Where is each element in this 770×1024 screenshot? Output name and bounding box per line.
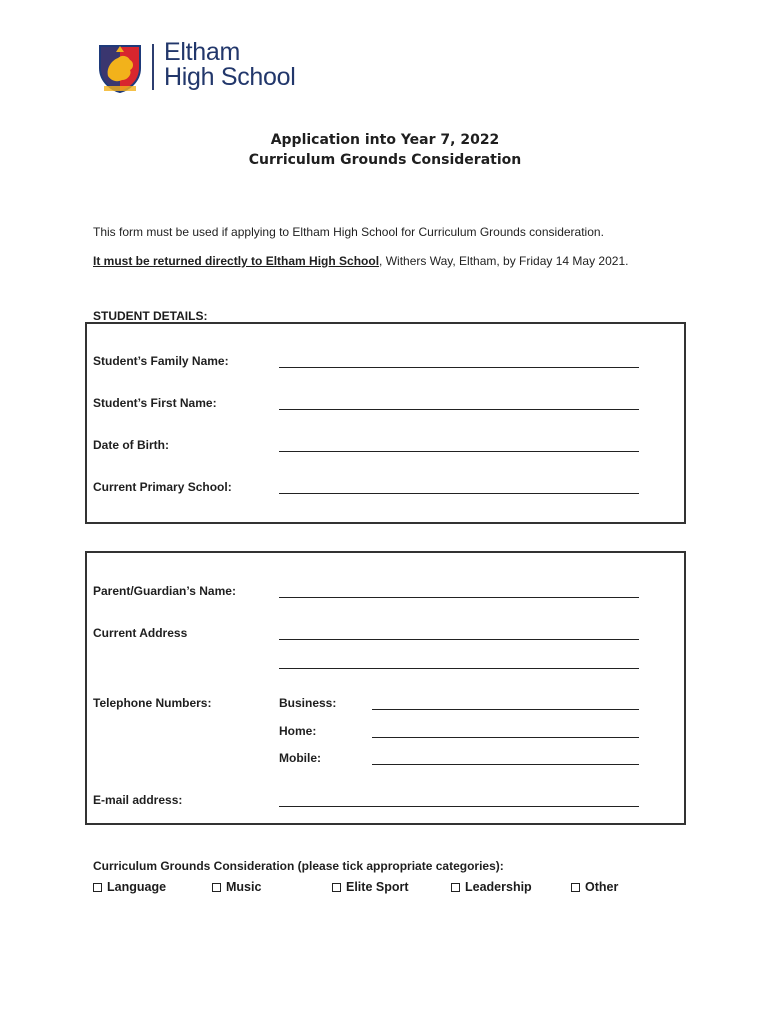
option-other[interactable] [571, 880, 618, 894]
first-name-field[interactable] [279, 409, 639, 410]
parent-name-label: Parent/Guardian’s Name: [93, 584, 236, 598]
dob-label: Date of Birth: [93, 438, 169, 452]
business-phone-field[interactable] [372, 709, 639, 710]
business-phone-label: Business: [279, 696, 337, 710]
form-subtitle: Curriculum Grounds Consideration [248, 152, 522, 168]
intro-text: This form must be used if applying to Eltham High School for Curriculum Grounds consideration. [93, 225, 604, 239]
return-emphasis: It must be returned directly to Eltham High School [93, 254, 380, 268]
family-name-field[interactable] [279, 367, 639, 368]
address-field-line-2[interactable] [279, 668, 639, 669]
logo-line-1: Eltham [164, 38, 241, 66]
parent-name-field[interactable] [279, 597, 639, 598]
logo-wordmark [164, 40, 296, 90]
checkbox-icon[interactable] [332, 883, 341, 892]
consideration-heading: Curriculum Grounds Consideration (please tick appropriate categories): [93, 859, 504, 873]
option-label: Other [585, 880, 619, 894]
option-leadership[interactable] [451, 880, 532, 894]
email-label: E-mail address: [93, 793, 183, 807]
logo-divider [152, 44, 154, 90]
checkbox-icon[interactable] [571, 883, 580, 892]
checkbox-icon[interactable] [451, 883, 460, 892]
primary-school-label: Current Primary School: [93, 480, 232, 494]
email-field[interactable] [279, 806, 639, 807]
primary-school-field[interactable] [279, 493, 639, 494]
home-phone-label: Home: [279, 724, 317, 738]
logo-line-2: High School [164, 63, 296, 91]
option-music[interactable] [212, 880, 261, 894]
checkbox-icon[interactable] [93, 883, 102, 892]
family-name-label: Student’s Family Name: [93, 354, 229, 368]
option-label: Elite Sport [346, 880, 409, 894]
return-details: , Withers Way, Eltham, by Friday 14 May 2021. [379, 254, 629, 268]
first-name-label: Student’s First Name: [93, 396, 217, 410]
dob-field[interactable] [279, 451, 639, 452]
option-language[interactable] [93, 880, 166, 894]
mobile-phone-field[interactable] [372, 764, 639, 765]
school-crest-icon [94, 42, 146, 94]
address-label: Current Address [93, 626, 188, 640]
address-field-line-1[interactable] [279, 639, 639, 640]
form-title: Application into Year 7, 2022 [270, 132, 500, 148]
mobile-phone-label: Mobile: [279, 751, 321, 765]
telephone-label: Telephone Numbers: [93, 696, 212, 710]
student-details-heading: STUDENT DETAILS: [93, 309, 208, 323]
option-elite-sport[interactable] [332, 880, 409, 894]
home-phone-field[interactable] [372, 737, 639, 738]
option-label: Language [107, 880, 167, 894]
option-label: Music [226, 880, 262, 894]
checkbox-icon[interactable] [212, 883, 221, 892]
return-instructions [93, 254, 628, 268]
option-label: Leadership [465, 880, 532, 894]
